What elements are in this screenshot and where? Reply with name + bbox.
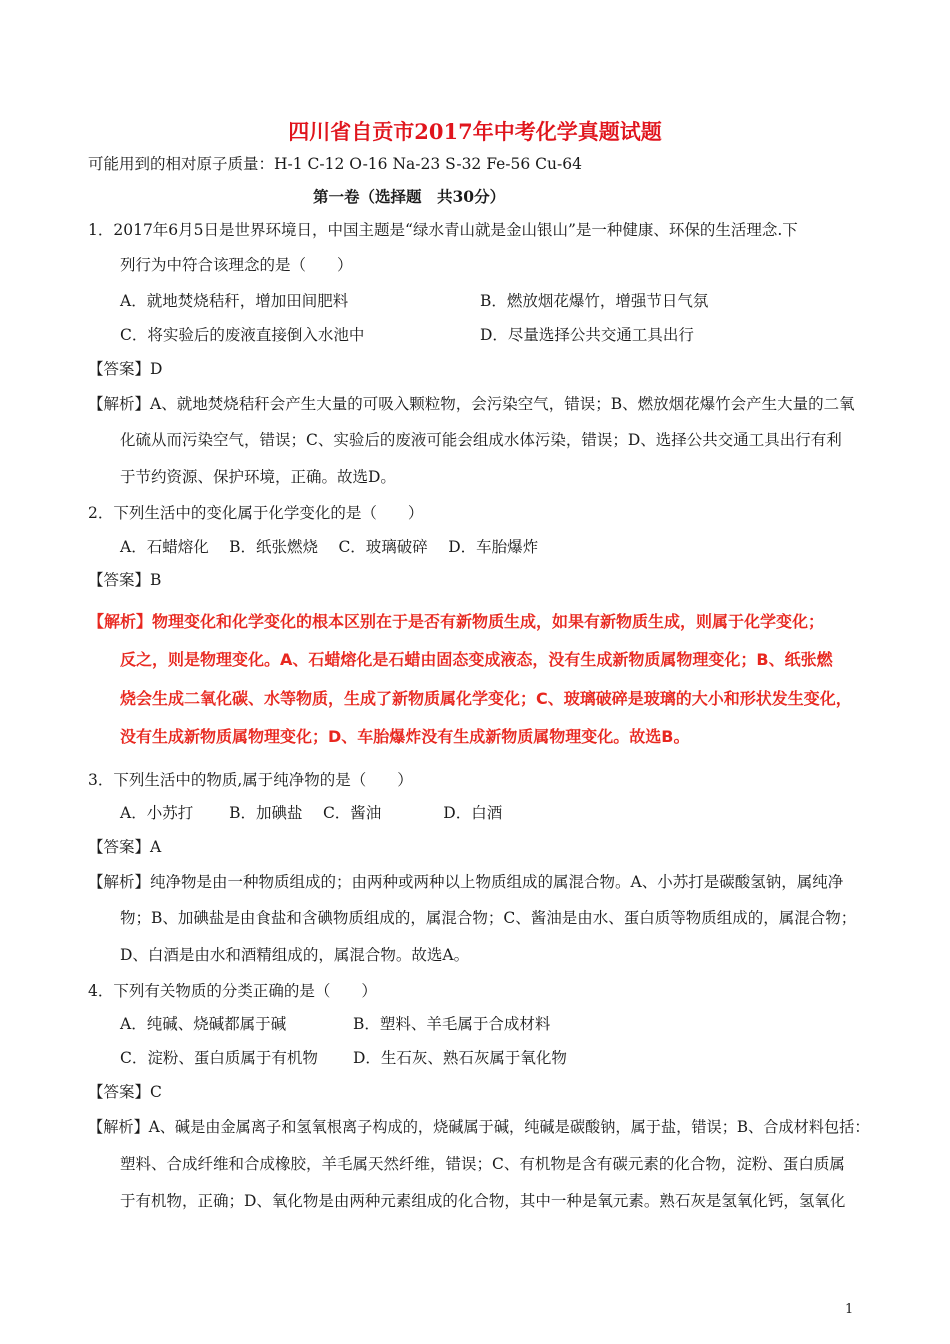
q3-explanation-line3: D、白酒是由水和酒精组成的，属混合物。故选A。 [120,946,470,964]
q1-explanation-line3: 于节约资源、保护环境，正确。故选D。 [120,468,396,486]
q2-explanation-line4: 没有生成新物质属物理变化；D、车胎爆炸没有生成新物质属物理变化。故选B。 [120,727,690,746]
q2-stem: 2．下列生活中的变化属于化学变化的是（ ） [88,504,424,522]
q4-answer: 【答案】C [88,1083,162,1101]
q4-explanation-line2: 塑料、合成纤维和合成橡胶，羊毛属天然纤维，错误；C、有机物是含有碳元素的化合物，淀粉、蛋白质属 [120,1155,845,1173]
q2-options: A．石蜡熔化 B．纸张燃烧 C．玻璃破碎 D．车胎爆炸 [120,538,539,556]
section-heading: 第一卷（选择题 共30分） [313,187,506,206]
q4-option-d: D．生石灰、熟石灰属于氧化物 [353,1049,567,1067]
q2-answer: 【答案】B [88,571,162,589]
q4-option-a: A．纯碱、烧碱都属于碱 [120,1015,287,1033]
q4-explanation-line3: 于有机物，正确；D、氧化物是由两种元素组成的化合物，其中一种是氧元素。熟石灰是氢氧化钙，氢氧化 [120,1192,846,1210]
q1-explanation-line2: 化硫从而污染空气，错误；C、实验后的废液可能会组成水体污染，错误；D、选择公共交通工具出行有利 [120,431,842,449]
q4-stem: 4．下列有关物质的分类正确的是（ ） [88,982,377,1000]
q1-stem-line2: 列行为中符合该理念的是（ ） [120,256,353,274]
page-number: 1 [845,1302,854,1317]
q1-option-a: A．就地焚烧秸秆，增加田间肥料 [120,292,349,310]
q2-explanation-line2: 反之，则是物理变化。A、石蜡熔化是石蜡由固态变成液态，没有生成新物质属物理变化；B、纸张燃 [120,650,833,669]
q1-answer: 【答案】D [88,360,163,378]
q2-explanation-line3: 烧会生成二氧化碳、水等物质，生成了新物质属化学变化；C、玻璃破碎是玻璃的大小和形状发生变化， [120,689,852,708]
q4-option-c: C．淀粉、蛋白质属于有机物 [120,1049,318,1067]
q2-explanation-line1: 【解析】物理变化和化学变化的根本区别在于是否有新物质生成，如果有新物质生成，则属于化学变化； [88,612,825,631]
q1-explanation-line1: 【解析】A、就地焚烧秸秆会产生大量的可吸入颗粒物，会污染空气，错误；B、燃放烟花爆竹会产生大量的二氧 [88,395,855,413]
q3-answer: 【答案】A [88,838,162,856]
q4-explanation-line1: 【解析】A、碱是由金属离子和氢氧根离子构成的，烧碱属于碱，纯碱是碳酸钠，属于盐，错误；B、合成材料包括： [88,1118,870,1136]
q3-explanation-line2: 物；B、加碘盐是由食盐和含碘物质组成的，属混合物；C、酱油是由水、蛋白质等物质组成的，属混合物； [120,909,857,927]
q3-stem: 3．下列生活中的物质,属于纯净物的是（ ） [88,771,413,789]
q1-option-d: D．尽量选择公共交通工具出行 [480,326,694,344]
q3-options: A．小苏打 B．加碘盐 C．酱油 D．白酒 [120,804,503,822]
q3-explanation-line1: 【解析】纯净物是由一种物质组成的；由两种或两种以上物质组成的属混合物。A、小苏打是碳酸氢钠，属纯净 [88,873,844,891]
atomic-masses: 可能用到的相对原子质量：H-1 C-12 O-16 Na-23 S-32 Fe-56 Cu-64 [88,155,582,173]
q1-option-b: B．燃放烟花爆竹，增强节日气氛 [480,292,709,310]
q4-option-b: B．塑料、羊毛属于合成材料 [353,1015,551,1033]
page-title: 四川省自贡市2017年中考化学真题试题 [288,119,662,144]
q1-option-c: C．将实验后的废液直接倒入水池中 [120,326,365,344]
q1-stem-line1: 1．2017年6月5日是世界环境日，中国主题是“绿水青山就是金山银山”是一种健康、环保的生活理念.下 [88,221,798,239]
